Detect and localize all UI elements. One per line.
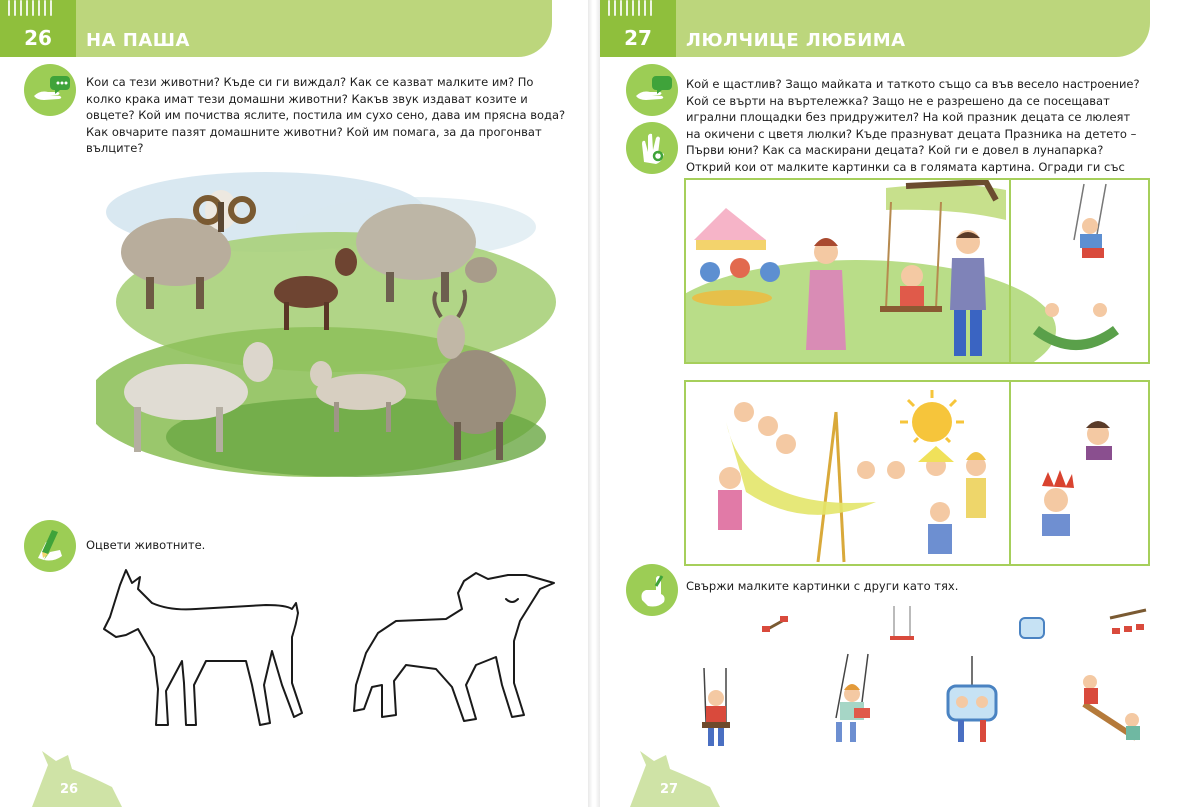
spiral-binding-left [8,0,52,18]
speech-hand-icon [626,64,678,116]
footer-page-number-left: 26 [60,782,79,797]
coloring-instruction: Оцвети животните. [86,538,206,552]
basket-swing-picture [948,656,996,742]
coloring-outline-animals [96,565,566,755]
goat-outline [104,570,302,725]
fair-scene-panel [684,380,1150,566]
small-chain-swing-icon [1110,610,1146,634]
seesaw-kids-picture [1083,675,1140,740]
intro-text-right: Кой е щастлив? Защо майката и таткото също са във весело настроение? Кой се върти на въртележка? Защо не е разрешено да се посещават игрални площадки без придружител? На кой празник децата се люлеят на окичени с цветя люлки? Къде празнуват децата Празника на детето – Първи юни? Как са маскирани децата? Кой ги е довел в лунапарка? Открий кои от малките картинки са в голямата картина. Огради ги със [686,77,1140,174]
connect-instruction: Свържи малките картинки с други като тях. [686,579,959,593]
girl-on-swing-picture [836,654,870,742]
footer-page-number-right: 27 [660,782,679,797]
boy-on-swing-picture [702,668,730,746]
speech-hand-icon [24,64,76,116]
small-basket-swing-icon [1020,618,1044,638]
page-title-right: ЛЮЛЧИЦЕ ЛЮБИМА [686,30,906,51]
page-right [600,0,1190,807]
page-title-left: НА ПАША [86,30,190,51]
page-left [0,0,590,807]
small-seesaw-icon [762,616,788,632]
header-band-right [600,0,1150,57]
lamb-outline [354,573,554,721]
header-band-left [0,0,552,57]
footer-goat-silhouette-icon [626,747,726,807]
spiral-binding-right [608,0,652,18]
swing-scene-panel [684,178,1150,364]
footer-goat-silhouette-icon [28,747,128,807]
pencil-hand-icon [24,520,76,572]
intro-text-left: Кои са тези животни? Къде си ги виждал? Как се казват малките им? По колко крака имат тези домашни животни? Какъв звук издават козите и овцете? Кой им почиства яслите, постила им сухо сено, дава им прясна вода? Как овчарите пазят домашните животни? Кой им помага, за да прогонват вълците? [86,75,566,155]
pasture-animals-illustration [96,152,556,482]
small-swing-icon [890,606,914,640]
page-number-left: 26 [0,0,76,57]
point-hand-icon [626,564,678,616]
ok-hand-icon [626,122,678,174]
matching-pictures [686,598,1156,758]
swing-scene-illustration [686,180,1150,364]
page-number-right: 27 [600,0,676,57]
fair-scene-illustration [686,382,1150,566]
